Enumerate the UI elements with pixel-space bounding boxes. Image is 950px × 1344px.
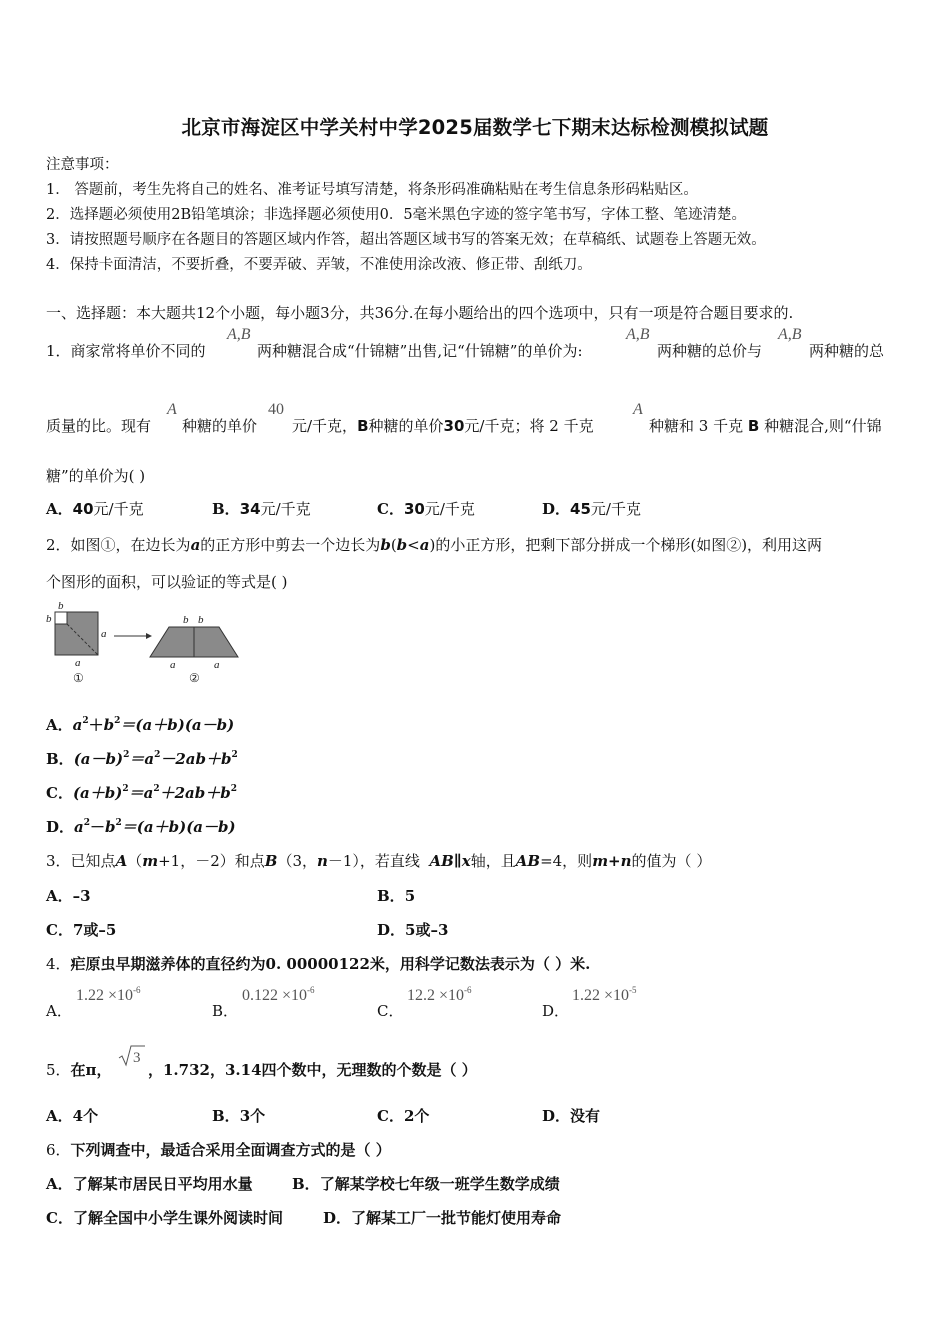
q2-line1: [46, 534, 822, 555]
q4-opt-a-exp: -6: [133, 985, 141, 995]
q2-option-a[interactable]: [46, 714, 234, 735]
q3-var-n: n: [316, 852, 328, 870]
q2-var-b: b: [380, 536, 391, 554]
q3-line-ab-2: AB: [515, 852, 541, 870]
q6-opt-a-val: 了解某市居民日平均用水量: [72, 1175, 253, 1193]
q2-fig-label-b-left: b: [46, 613, 52, 625]
q2-option-c[interactable]: [46, 782, 237, 803]
q2-opt-c-exp1: 2: [122, 784, 129, 794]
q2-opt-d-exp2: 2: [115, 818, 122, 828]
q2-opt-a-op: ＋: [88, 716, 104, 734]
q3-number: 3．: [46, 852, 71, 870]
q2-fig-caption-1: ①: [73, 671, 84, 685]
q3-text-g: 轴，且: [470, 852, 516, 870]
q1-opt-b-num: 34: [239, 500, 261, 518]
q1-option-d[interactable]: [542, 498, 641, 519]
q2-opt-d-exp1: 2: [83, 818, 91, 828]
q4-option-c-value: [407, 987, 472, 1005]
q3-opt-a-label: A．: [46, 887, 73, 905]
q2-figure-small-square: [55, 612, 67, 624]
q2-text-a: 如图①，在边长为: [70, 536, 191, 554]
q1-unit-1: 元/千克，: [292, 417, 358, 435]
q2-var-a2: a: [419, 536, 430, 554]
q3-option-d[interactable]: [377, 919, 448, 940]
q2-opt-b-label: B．: [46, 750, 74, 768]
q5-opt-a-label: A．: [46, 1107, 73, 1125]
q5-text-b: ，1.732，3.14四个数中，无理数的个数是（ ）: [148, 1061, 477, 1079]
q5-opt-b-val: 3个: [239, 1107, 266, 1125]
q1-opt-d-label: D．: [542, 500, 571, 518]
q2-text-b: 的正方形中剪去一个边长为: [200, 536, 381, 554]
q5-opt-a-val: 4个: [72, 1107, 99, 1125]
q1-2: 2: [549, 417, 559, 435]
q2-opt-c-rest: ＋2ab＋b: [159, 784, 231, 802]
q1-math-ab-2: A,B: [626, 326, 650, 343]
q6-text: 下列调查中，最适合采用全面调查方式的是（ ）: [70, 1141, 391, 1159]
q3-text-h: =4，则: [540, 852, 593, 870]
note-item-1: 1． 答题前，考生先将自己的姓名、准考证号填写清楚，将条形码准确粘贴在考生信息条形码粘贴区。: [46, 182, 698, 198]
q5-opt-b-label: B．: [212, 1107, 240, 1125]
q1-option-b[interactable]: [212, 498, 311, 519]
q6-opt-b-label: B．: [292, 1175, 320, 1193]
q1-math-ab-3: A,B: [778, 326, 802, 343]
q1-line2-a: 质量的比。现有: [46, 417, 152, 435]
q4-text: 疟原虫早期滋养体的直径约为0. 00000122米，用科学记数法表示为（ ）米.: [70, 955, 591, 973]
q3-m-plus-n: m+n: [592, 852, 632, 870]
q4-opt-b-exp: -6: [307, 985, 315, 995]
q2-opt-b-exp2: 2: [154, 750, 161, 760]
q1-opt-b-label: B．: [212, 500, 240, 518]
q2-fig-label-a-right: a: [101, 628, 107, 640]
q4-option-a-label[interactable]: A．: [46, 1002, 72, 1020]
q6-option-d[interactable]: [323, 1207, 561, 1228]
q3-var-x: x: [461, 852, 471, 870]
q5-option-d[interactable]: [542, 1105, 600, 1126]
q2-opt-a-label: A．: [46, 716, 73, 734]
q4-opt-c-base: 12.2 ×10: [407, 987, 465, 1004]
q6-line: [46, 1139, 391, 1160]
q2-opt-b-rhs: ＝a: [129, 750, 155, 768]
q4-line: [46, 953, 590, 974]
q2-opt-d-rhs: ＝(a＋b)(a－b): [121, 818, 236, 836]
q4-number: 4．: [46, 955, 71, 973]
q1-b-2: B: [747, 417, 760, 435]
q1-text-i: 千克: [563, 417, 594, 435]
note-item-2: 2．选择题必须使用2B铅笔填涂；非选择题必须使用0．5毫米黑色字迹的签字笔书写，字体工整、笔迹清楚。: [46, 207, 747, 223]
q4-option-d-value: [572, 987, 637, 1005]
q3-line-ab: AB: [429, 852, 454, 870]
q6-opt-a-label: A．: [46, 1175, 73, 1193]
q4-option-c-label[interactable]: C．: [377, 1002, 404, 1020]
q3-text-e: －1），若直线: [327, 852, 420, 870]
notes-heading: 注意事项：: [46, 157, 119, 173]
q6-number: 6．: [46, 1141, 71, 1159]
q5-text-a: 在π，: [70, 1061, 112, 1079]
q2-fig-label-b-tr: b: [198, 614, 204, 626]
q4-option-d-label[interactable]: D．: [542, 1002, 570, 1020]
q2-text-h: )的小正方形，把剩下部分拼成一个梯形(如图②)，利用这两: [429, 536, 823, 554]
q4-opt-d-base: 1.22 ×10: [572, 987, 630, 1004]
q2-opt-a-exp2: 2: [114, 716, 121, 726]
q5-number: 5．: [46, 1061, 71, 1079]
q2-opt-a-b: b: [103, 716, 115, 734]
q2-opt-c-exp2: 2: [153, 784, 160, 794]
q2-number: 2．: [46, 536, 71, 554]
q6-opt-b-val: 了解某学校七年级一班学生数学成绩: [319, 1175, 560, 1193]
q3-point-b: B: [264, 852, 278, 870]
q4-opt-b-base: 0.122 ×10: [242, 987, 308, 1004]
q4-option-b-value: [242, 987, 315, 1005]
q4-opt-c-exp: -6: [464, 985, 472, 995]
q2-fig-label-b-tl: b: [183, 614, 189, 626]
q6-opt-d-val: 了解某工厂一批节能灯使用寿命: [351, 1209, 562, 1227]
q6-opt-c-label: C．: [46, 1209, 73, 1227]
q1-opt-a-unit: 元/千克: [93, 500, 144, 518]
q1-text-a: 商家常将单价不同的: [70, 342, 206, 360]
q1-math-a-1: A: [167, 401, 177, 418]
q4-option-a-value: [76, 987, 141, 1005]
q5-sqrt-symbol: [118, 1044, 146, 1068]
q1-number: 1．: [46, 342, 71, 360]
q1-line1: [46, 340, 206, 361]
q3-opt-b-val: 5: [404, 887, 416, 905]
q3-option-a[interactable]: [46, 885, 91, 906]
q5-opt-d-val: 没有: [570, 1107, 601, 1125]
q1-b-1: B: [357, 417, 369, 435]
q3-option-c[interactable]: [46, 919, 116, 940]
q3-opt-c-val: 7或–5: [72, 921, 117, 939]
q2-fig-label-a-bl: a: [170, 659, 176, 671]
q4-option-b-label[interactable]: B．: [212, 1002, 239, 1020]
q2-fig-label-a-br: a: [214, 659, 220, 671]
q2-opt-a-exp1: 2: [82, 716, 89, 726]
q1-30: 30: [443, 417, 465, 435]
q2-opt-b-lhs: (a－b): [73, 750, 124, 768]
q1-opt-a-num: 40: [72, 500, 94, 518]
q1-text-c: 两种糖的总价与: [657, 342, 763, 360]
q2-opt-c-rhs: ＝a: [128, 784, 154, 802]
q1-text-g: 元/千克；将: [464, 417, 545, 435]
q1-text-n: 种糖混合,则“什锦: [764, 417, 882, 435]
q6-opt-d-label: D．: [323, 1209, 352, 1227]
q2-opt-b-rest: －2ab＋b: [160, 750, 232, 768]
q5-line-b: [148, 1059, 477, 1080]
q1-option-c[interactable]: [377, 498, 475, 519]
q2-opt-a-rhs: ＝(a＋b)(a－b): [120, 716, 235, 734]
q1-line3: 糖”的单价为( ): [46, 467, 146, 485]
q3-opt-c-label: C．: [46, 921, 73, 939]
q1-math-a-2: A: [633, 401, 643, 418]
q1-line2-end: [649, 415, 882, 436]
q2-option-b[interactable]: [46, 748, 238, 769]
q2-fig-label-a-bottom: a: [75, 657, 81, 669]
q6-option-a[interactable]: [46, 1173, 253, 1194]
q2-paren: (: [390, 536, 397, 554]
q1-text-d: 两种糖的总: [809, 342, 885, 360]
q5-radical-sign: [119, 1046, 145, 1065]
note-item-4: 4．保持卡面清洁，不要折叠，不要弄破、弄皱，不准使用涂改液、修正带、刮纸刀。: [46, 257, 592, 273]
q3-text-d: （3，: [277, 852, 317, 870]
page-title: 北京市海淀区中学关村中学2025届数学七下期末达标检测模拟试题: [181, 116, 769, 139]
q2-var-a: a: [190, 536, 201, 554]
q1-opt-a-label: A．: [46, 500, 73, 518]
q1-text-e: 种糖的单价: [368, 417, 444, 435]
q3-opt-b-label: B．: [377, 887, 405, 905]
q3-text-b: （: [127, 852, 143, 870]
q1-3: 3: [698, 417, 709, 435]
q2-line2: 个图形的面积，可以验证的等式是( ): [46, 573, 288, 591]
note-item-3: 3．请按照题号顺序在各题目的答题区域内作答，超出答题区域书写的答案无效；在草稿纸、试题卷上答题无效。: [46, 232, 766, 248]
q3-opt-a-val: –3: [72, 887, 91, 905]
q3-point-a: A: [115, 852, 128, 870]
q5-option-a[interactable]: [46, 1105, 98, 1126]
q2-opt-d-lhs: a: [74, 818, 84, 836]
q5-opt-c-label: C．: [377, 1107, 404, 1125]
q2-opt-a-lhs: a: [72, 716, 83, 734]
q6-option-b[interactable]: [292, 1173, 560, 1194]
q2-opt-b-exp1: 2: [123, 750, 130, 760]
q2-fig-label-b-top: b: [58, 600, 64, 612]
q3-text-c: +1，－2）和点: [158, 852, 265, 870]
q5-opt-d-label: D．: [542, 1107, 571, 1125]
q2-opt-d-b: b: [105, 818, 116, 836]
q1-opt-b-unit: 元/千克: [260, 500, 311, 518]
q1-math-40: 40: [268, 401, 284, 418]
q5-sqrt-arg: 3: [133, 1050, 141, 1066]
q2-lt: <: [407, 536, 420, 554]
q2-opt-c-exp3: 2: [230, 784, 238, 794]
q3-line: [46, 850, 711, 871]
q1-opt-d-unit: 元/千克: [590, 500, 641, 518]
q3-parallel: ∥: [453, 852, 462, 870]
q2-opt-c-label: C．: [46, 784, 73, 802]
q6-opt-c-val: 了解全国中小学生课外阅读时间: [72, 1209, 283, 1227]
q3-opt-d-val: 5或–3: [405, 921, 449, 939]
q1-text-l: 千克: [713, 417, 744, 435]
q5-opt-c-val: 2个: [403, 1107, 430, 1125]
q3-opt-d-label: D．: [377, 921, 406, 939]
q2-opt-b-exp3: 2: [231, 750, 238, 760]
q2-opt-c-lhs: (a＋b): [72, 784, 123, 802]
q1-math-ab-1: A,B: [227, 326, 251, 343]
q6-option-c[interactable]: [46, 1207, 283, 1228]
q1-opt-c-num: 30: [403, 500, 425, 518]
q2-var-b2: b: [396, 536, 408, 554]
q5-option-c[interactable]: [377, 1105, 429, 1126]
q3-var-m: m: [142, 852, 159, 870]
q2-fig-caption-2: ②: [189, 671, 200, 685]
q5-line-a: [46, 1059, 112, 1080]
q2-figure-arrowhead: [146, 633, 152, 639]
q2-opt-d-label: D．: [46, 818, 75, 836]
q1-text-b: 两种糖混合成“什锦糖”出售,记“什锦糖”的单价为:: [257, 342, 583, 360]
section-heading: 一、选择题：本大题共12个小题，每小题3分，共36分.在每小题给出的四个选项中，只有一项是符合题目要求的.: [46, 304, 794, 322]
q1-text-j: 种糖和: [649, 417, 695, 435]
q1-opt-d-num: 45: [570, 500, 591, 518]
q4-opt-d-exp: -5: [629, 985, 637, 995]
q1-option-a[interactable]: [46, 498, 144, 519]
q2-figure: [42, 598, 247, 690]
q3-option-b[interactable]: [377, 885, 415, 906]
q2-option-d[interactable]: [46, 816, 236, 837]
q4-opt-a-base: 1.22 ×10: [76, 987, 134, 1004]
q1-opt-c-label: C．: [377, 500, 404, 518]
q2-opt-d-op: －: [90, 818, 106, 836]
q1-opt-c-unit: 元/千克: [424, 500, 475, 518]
q3-text-a: 已知点: [70, 852, 116, 870]
q1-line2-rest: [292, 415, 594, 436]
q3-text-i: 的值为（ ）: [631, 852, 712, 870]
q5-option-b[interactable]: [212, 1105, 265, 1126]
q1-line2-b: 种糖的单价: [182, 417, 258, 435]
